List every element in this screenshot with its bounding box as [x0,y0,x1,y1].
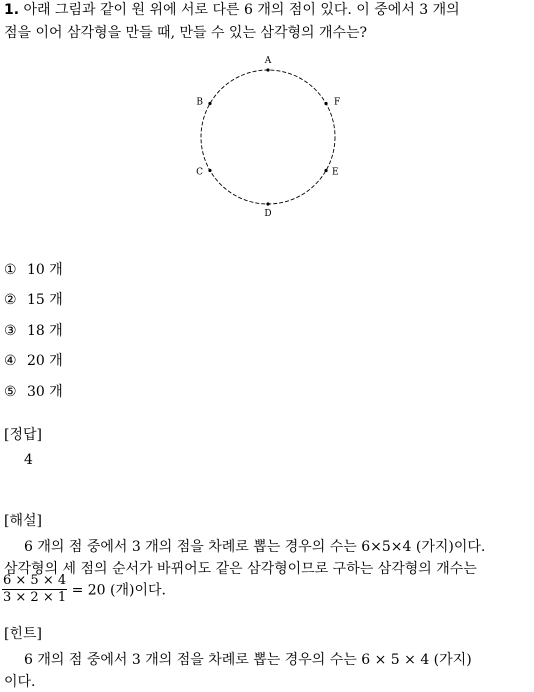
point-label-f: F [334,97,341,108]
choice-3[interactable] [4,321,63,341]
point-label-b: B [196,97,203,108]
choice-4[interactable] [4,351,63,371]
choice-text: 30 개 [27,384,63,400]
answer-value: 4 [24,452,33,468]
choice-text: 20 개 [27,353,63,369]
point-label-d: D [264,209,272,219]
circle [201,70,335,204]
question-text-2: 점을 이어 삼각형을 만들 때, 만들 수 있는 삼각형의 개수는? [4,25,368,41]
choice-mark: ② [4,292,17,308]
point-label-a: A [264,56,272,66]
choice-mark: ⑤ [4,384,17,400]
choice-mark: ① [4,262,17,278]
explanation-line-2: 삼각형의 세 점의 순서가 바뀌어도 같은 삼각형이므로 구하는 삼각형의 개수는 [4,561,477,577]
fraction-result: = 20 (개)이다. [71,582,166,599]
point-label-c: C [196,167,203,178]
point-c [208,169,211,172]
choice-text: 18 개 [27,323,63,339]
choice-2[interactable] [4,290,63,310]
explanation-line-1: 6 개의 점 중에서 3 개의 점을 차례로 뽑는 경우의 수는 6×5×4 (가지)이다. [24,539,486,555]
hint-line-2: 이다. [4,674,36,690]
point-label-e: E [332,167,339,178]
point-a [266,68,269,71]
point-b [208,102,211,105]
hint-heading: [힌트] [4,626,42,642]
question-line-2 [4,23,367,43]
choice-mark: ③ [4,323,17,339]
explanation-heading: [해설] [4,513,42,529]
point-e [324,169,327,172]
fraction [2,573,67,606]
question-line-1 [4,0,460,20]
question-text-1: 아래 그림과 같이 원 위에 서로 다른 6 개의 점이 있다. 이 중에서 3 개의 [23,2,460,18]
point-d [266,202,269,205]
choice-text: 15 개 [27,292,63,308]
answer-heading: [정답] [4,427,42,443]
explanation-formula [2,573,166,606]
choice-mark: ④ [4,353,17,369]
point-f [324,102,327,105]
fraction-denominator: 3 × 2 × 1 [3,590,67,605]
question-number: 1. [4,2,20,18]
fraction-numerator: 6 × 5 × 4 [3,573,67,588]
hint-line-1: 6 개의 점 중에서 3 개의 점을 차례로 뽑는 경우의 수는 6 × 5 × 4 (가지) [24,652,472,668]
choice-text: 10 개 [27,262,63,278]
choice-1[interactable] [4,260,63,280]
choice-5[interactable] [4,382,63,402]
